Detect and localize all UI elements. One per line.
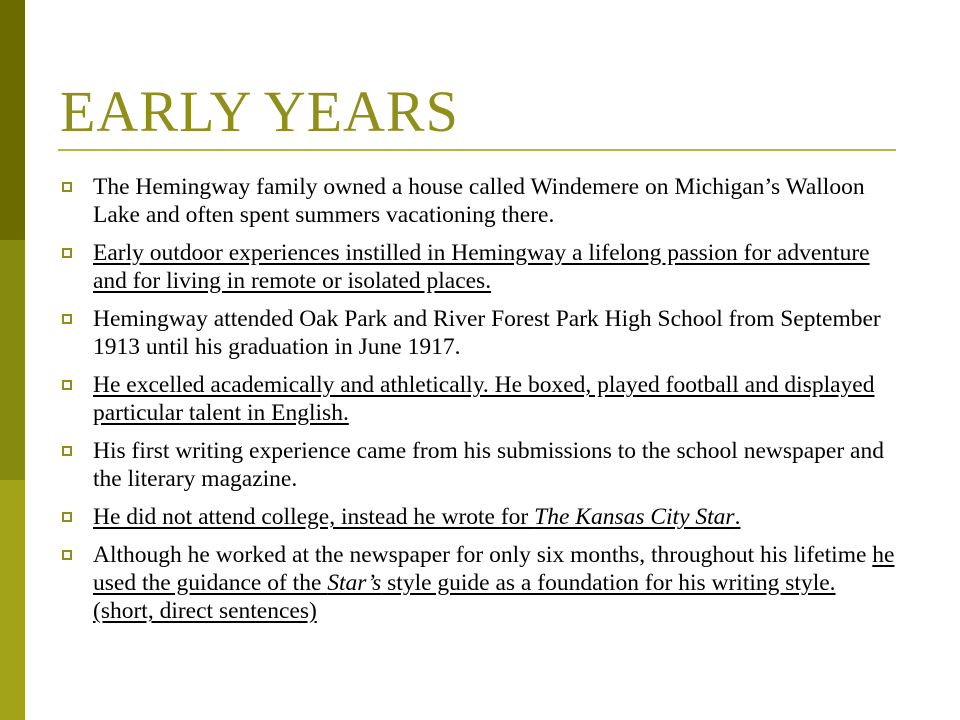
bullet-text-plain: . xyxy=(734,504,741,530)
sidebar-band-mid xyxy=(0,240,25,480)
sidebar-band-dark xyxy=(0,0,25,240)
bullet-text-plain: he used the guidance of the xyxy=(93,542,895,596)
bullet-item xyxy=(60,239,900,295)
slide-title: EARLY YEARS xyxy=(60,79,459,144)
bullet-text-plain: style guide as a foundation for his writing style. (short, direct sentences) xyxy=(93,570,836,624)
bullet-item xyxy=(60,437,900,493)
hollow-square-icon xyxy=(62,550,72,560)
title-divider xyxy=(58,149,896,151)
bullet-text: Hemingway attended Oak Park and River Forest Park High School from September 1913 until his graduation in June 1917. xyxy=(93,306,881,360)
bullet-item xyxy=(60,173,900,229)
bullet-text: His first writing experience came from his submissions to the school newspaper and the literary magazine. xyxy=(93,438,884,492)
hollow-square-icon xyxy=(62,182,72,192)
bullet-text xyxy=(93,542,894,624)
newspaper-title: The Kansas City Star xyxy=(534,504,735,530)
bullet-text: He excelled academically and athletically. He boxed, played football and displayed particular talent in English. xyxy=(93,372,875,426)
sidebar-band-light xyxy=(0,480,25,720)
bullet-item xyxy=(60,305,900,361)
bullet-item xyxy=(60,541,900,625)
hollow-square-icon xyxy=(62,446,72,456)
newspaper-name: Star’s xyxy=(327,570,382,596)
hollow-square-icon xyxy=(62,512,72,522)
bullet-text: The Hemingway family owned a house called Windemere on Michigan’s Walloon Lake and often spent summers vacationing there. xyxy=(93,174,865,228)
bullet-text-plain: He did not attend college, instead he wrote for xyxy=(93,504,535,530)
hollow-square-icon xyxy=(62,314,72,324)
hollow-square-icon xyxy=(62,380,72,390)
bullet-list xyxy=(60,173,900,635)
bullet-text: Early outdoor experiences instilled in Hemingway a lifelong passion for adventure and for living in remote or isolated places. xyxy=(93,240,870,294)
hollow-square-icon xyxy=(62,248,72,258)
bullet-item xyxy=(60,503,900,531)
bullet-text xyxy=(93,504,740,530)
bullet-text-plain: Although he worked at the newspaper for only six months, throughout his lifetime xyxy=(93,542,873,568)
bullet-item xyxy=(60,371,900,427)
